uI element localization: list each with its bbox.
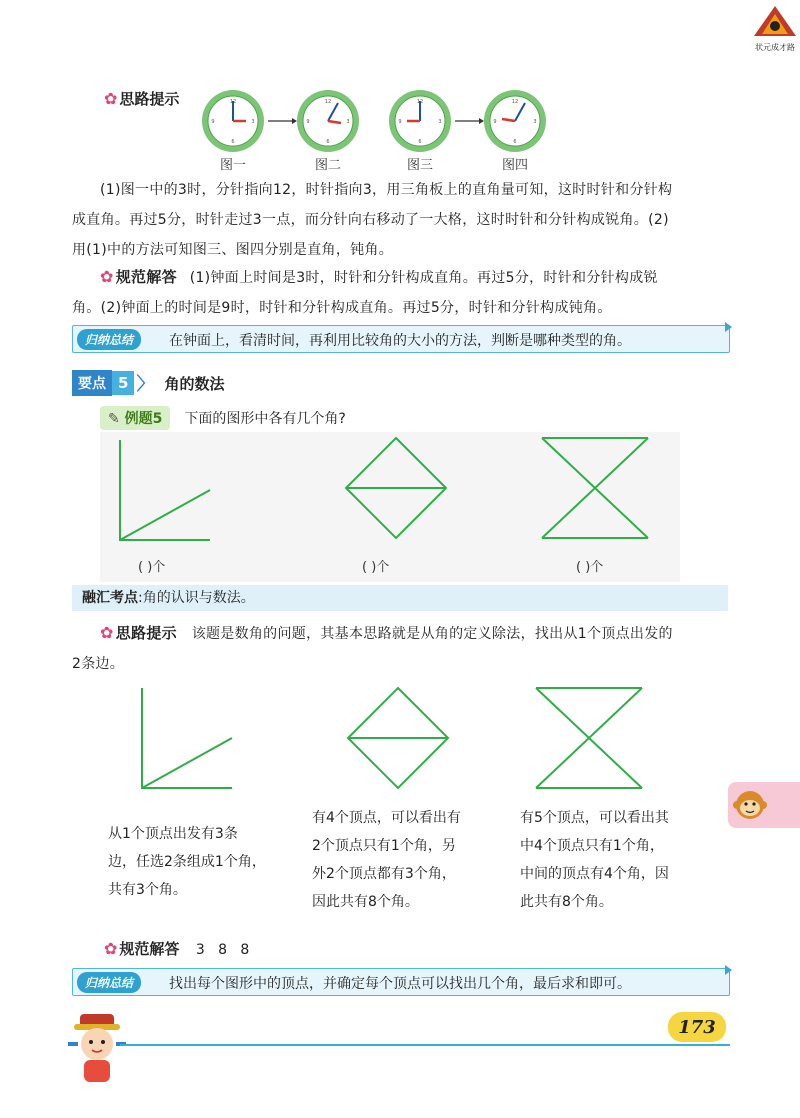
- text-line: 成直角。再过5分，时针走过3一点，而分针向右移动了一大格，这时时针和分针构成锐角。(2): [72, 212, 669, 228]
- angle-figures-2: [120, 684, 700, 794]
- mascot-icon: [64, 1008, 130, 1088]
- figure-3b: [536, 688, 642, 788]
- answer2-text: 3 8 8: [195, 942, 250, 958]
- text-line: 共有3个角。: [108, 882, 187, 898]
- answer-blank-2[interactable]: ( )个: [362, 560, 390, 575]
- hint1-heading: ✿ 思路提示: [104, 89, 180, 108]
- explanation-1: [108, 820, 298, 904]
- clock-4: [484, 90, 546, 152]
- arrow-right-icon: [725, 965, 732, 975]
- answer-blank-1[interactable]: ( )个: [138, 560, 166, 575]
- flower-icon: ✿: [100, 267, 114, 286]
- explanation-2: [312, 804, 512, 916]
- text-line: (1)钟面上时间是3时，时针和分针构成直角。再过5分，时针和分针构成锐: [189, 270, 658, 286]
- hint1-paragraph: [72, 175, 732, 265]
- page-number-badge: [668, 1012, 726, 1042]
- angle-figures: [100, 432, 680, 552]
- clock-label-1: 图一: [219, 158, 246, 173]
- summary2-bar: [72, 968, 730, 996]
- merge-bar: 融汇考点:角的认识与数法。: [72, 585, 728, 611]
- flower-icon: ✿: [104, 89, 118, 108]
- text-line: 角。(2)钟面上的时间是9时，时针和分针构成直角。再过5分，时针和分针构成钝角。: [72, 300, 612, 316]
- text-line: 2个顶点只有1个角，另: [312, 838, 456, 854]
- text-line: 用(1)中的方法可知图三、图四分别是直角，钝角。: [72, 242, 394, 258]
- text-line: 外2个顶点都有3个角，: [312, 866, 456, 882]
- text-line: 此共有8个角。: [520, 894, 613, 910]
- hint2-heading: 思路提示: [115, 624, 177, 642]
- example-row: [100, 406, 346, 430]
- text-line: 该题是数角的问题，其基本思路就是从角的定义除法，找出从1个顶点出发的: [191, 626, 673, 642]
- clock-label-3: 图三: [406, 158, 433, 173]
- clock-label-2: 图二: [314, 158, 341, 173]
- monkey-icon: [732, 787, 768, 823]
- summary2-text: 找出每个图形中的顶点，并确定每个顶点可以找出几个角，最后求和即可。: [169, 976, 631, 992]
- figures-panel: [100, 432, 680, 582]
- text-line: 从1个顶点出发有3条: [108, 826, 238, 842]
- arrow-right-icon: [725, 322, 732, 332]
- clock-2: [297, 90, 359, 152]
- text-line: 中间的顶点有4个角，因: [520, 866, 669, 882]
- summary-tag: 归纳总结: [77, 972, 141, 993]
- flower-icon: ✿: [100, 623, 114, 642]
- text-line: 中4个顶点只有1个角，: [520, 838, 664, 854]
- answer1-paragraph: [72, 262, 732, 323]
- keypoint-number: 5: [112, 371, 134, 395]
- page-number: 173: [678, 1016, 716, 1038]
- chevron-right-icon: 〉: [136, 374, 155, 395]
- footer-line: [120, 1044, 730, 1046]
- side-tab: [728, 782, 800, 828]
- answer1-heading: 规范解答: [115, 268, 177, 286]
- publisher-logo: [752, 4, 798, 52]
- clock-label-4: 图四: [501, 158, 528, 173]
- summary-tag: 归纳总结: [77, 329, 141, 350]
- flower-icon: ✿: [104, 939, 118, 958]
- hint2-paragraph: [72, 618, 732, 679]
- answer2-row: [104, 938, 249, 959]
- example-badge: ✎ 例题5: [100, 406, 170, 430]
- example-question: 下面的图形中各有几个角?: [184, 411, 346, 427]
- footer-mascot: [64, 1008, 130, 1088]
- summary1-bar: [72, 325, 730, 353]
- clock-1: [202, 90, 264, 152]
- figure-3: [542, 438, 648, 538]
- text-line: (1)图一中的3时，分针指向12，时针指向3，用三角板上的直角量可知，这时时针和分针构: [100, 182, 673, 198]
- clock-diagram: 12369: [200, 88, 560, 154]
- figure-1b: [142, 688, 232, 788]
- text-line: 因此共有8个角。: [312, 894, 419, 910]
- clock-3: [389, 90, 451, 152]
- text-line: 2条边。: [72, 656, 125, 672]
- logo-icon: [752, 4, 798, 38]
- arrow-icon: [268, 118, 297, 124]
- answer-blank-3[interactable]: ( )个: [576, 560, 604, 575]
- arrow-icon: [455, 118, 484, 124]
- figure-1: [120, 440, 210, 540]
- merge-text: 角的认识与数法。: [142, 590, 255, 606]
- merge-label: 融汇考点: [82, 590, 138, 606]
- keypoint-title: 角的数法: [164, 374, 225, 393]
- explanation-3: [520, 804, 720, 916]
- answer2-heading: 规范解答: [119, 940, 180, 958]
- figure-2: [346, 438, 446, 538]
- text-line: 边，任选2条组成1个角，: [108, 854, 266, 870]
- keypoint-header: [72, 370, 224, 396]
- text-line: 有5个顶点，可以看出其: [520, 810, 669, 826]
- text-line: 有4个顶点，可以看出有: [312, 810, 461, 826]
- keypoint-label: 要点: [72, 370, 112, 396]
- pencil-icon: ✎: [108, 411, 120, 427]
- logo-text: 状元成才路: [755, 43, 795, 52]
- figures-explained: [120, 684, 700, 794]
- figure-2b: [348, 688, 448, 788]
- summary1-text: 在钟面上，看清时间，再利用比较角的大小的方法，判断是哪种类型的角。: [169, 333, 631, 349]
